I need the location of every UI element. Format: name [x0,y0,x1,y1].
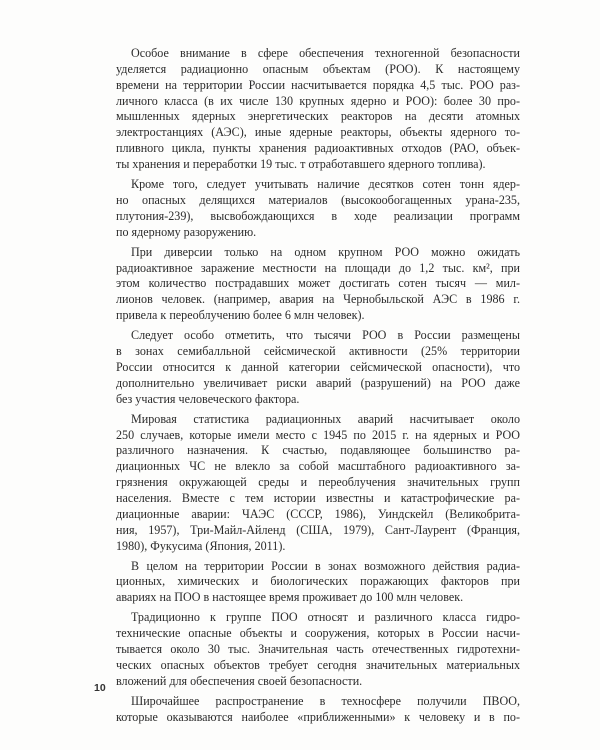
paragraph [116,412,520,555]
paragraph [116,610,520,689]
text-line: уделяется радиационно опасным объектам (РОО). К настоящему [116,61,520,76]
text-line: лионов человек. (например, авария на Чернобыльской АЭС в 1986 г. [116,292,520,307]
paragraph [116,328,520,407]
text-line: 250 случаев, которые имели место с 1945 по 2015 г. на ядерных и РОО [116,427,520,442]
text-line: различного назначения. К счастью, подавляющее большинство ра- [116,443,520,458]
text-line: грязнения окружающей среды и переоблучения значительных групп [116,475,520,490]
text-line: плутония-239), высвобождающихся в ходе реализации программ [116,208,520,223]
text-line: дополнительно увеличивает риски аварий (разрушений) на РОО даже [116,375,520,390]
text-line: Особое внимание в сфере обеспечения техногенной безопасности [131,46,520,60]
text-line: в зонах семибалльной сейсмической активности (25% территории [116,344,520,359]
text-line: пливного цикла, пункты хранения радиоактивных отходов (РАО, объек- [116,141,520,156]
text-line: При диверсии только на одном крупном РОО можно ожидать [131,244,520,259]
paragraph [116,559,520,607]
text-line: вложений для обеспечения своей безопасности. [116,673,363,688]
text-line: 1980), Фукусима (Япония, 2011). [116,538,286,553]
page-number: 10 [94,682,106,694]
text-line: Следует особо отметить, что тысячи РОО в России размещены [131,328,520,343]
text-line: ческих опасных объектов требует сегодня значительных материальных [116,658,520,672]
text-line: Кроме того, следует учитывать наличие десятков сотен тонн ядер- [131,177,520,192]
text-line: Традиционно к группе ПОО относят и различного класса гидро- [131,610,520,625]
text-line: без участия человеческого фактора. [116,391,300,406]
text-line: мышленных ядерных энергетических реакторов на десяти атомных [116,109,520,124]
text-line: по ядерному разоружению. [116,224,257,239]
text-line: В целом на территории России в зонах возможного действия радиа- [131,558,520,573]
paragraph [116,694,520,726]
text-line: населения. Вместе с тем истории известны и катастрофические ра- [116,490,520,505]
text-line: которые оказываются наиболее «приближенными» к человеку и в по- [116,709,520,724]
text-line: личного класса (в их числе 130 крупных ядерно и РОО): более 30 про- [116,93,520,108]
text-line: Мировая статистика радиационных аварий насчитывает около [131,411,520,426]
text-line: этом количество пострадавших может достигать сотен тысяч — мил- [116,276,520,291]
text-line: технические опасные объекты и сооружения, которых в России насчи- [116,626,520,641]
text-line: авариях на ПОО в настоящее время проживает до 100 млн человек. [116,590,464,605]
text-line: ционных, химических и биологических поражающих факторов при [116,574,520,589]
text-line: привела к переоблучению более 6 млн человек). [116,308,365,323]
paragraph [116,245,520,324]
text-line: диационных ЧС не влекло за собой масштабного радиоактивного за- [116,459,520,474]
text-line: радиоактивное заражение местности на площади до 1,2 тыс. км², при [116,260,520,275]
text-line: ния, 1957), Три-Майл-Айленд (США, 1979), Сант-Лаурент (Франция, [116,522,520,537]
text-line: но опасных делящихся материалов (высокообогащенных урана-235, [116,192,520,207]
text-line: тывается около 30 тыс. Значительная часть отечественных гидротехни- [116,642,520,657]
paragraph [116,177,520,240]
body-text [116,46,520,730]
text-line: электростанциях (АЭС), иные ядерные реакторы, объекты ядерного то- [116,125,520,140]
paragraph [116,46,520,173]
text-line: времени на территории России насчитывается порядка 4,5 тыс. РОО раз- [116,77,520,92]
text-line: диационные аварии: ЧАЭС (СССР, 1986), Уиндскейл (Великобрита- [116,506,520,521]
text-line: ты хранения и переработки 19 тыс. т отработавшего ядерного топлива). [116,156,486,171]
text-line: России относится к данной категории сейсмической опасности), что [116,359,520,374]
text-line: Широчайшее распространение в техносфере получили ПВОО, [131,693,520,708]
